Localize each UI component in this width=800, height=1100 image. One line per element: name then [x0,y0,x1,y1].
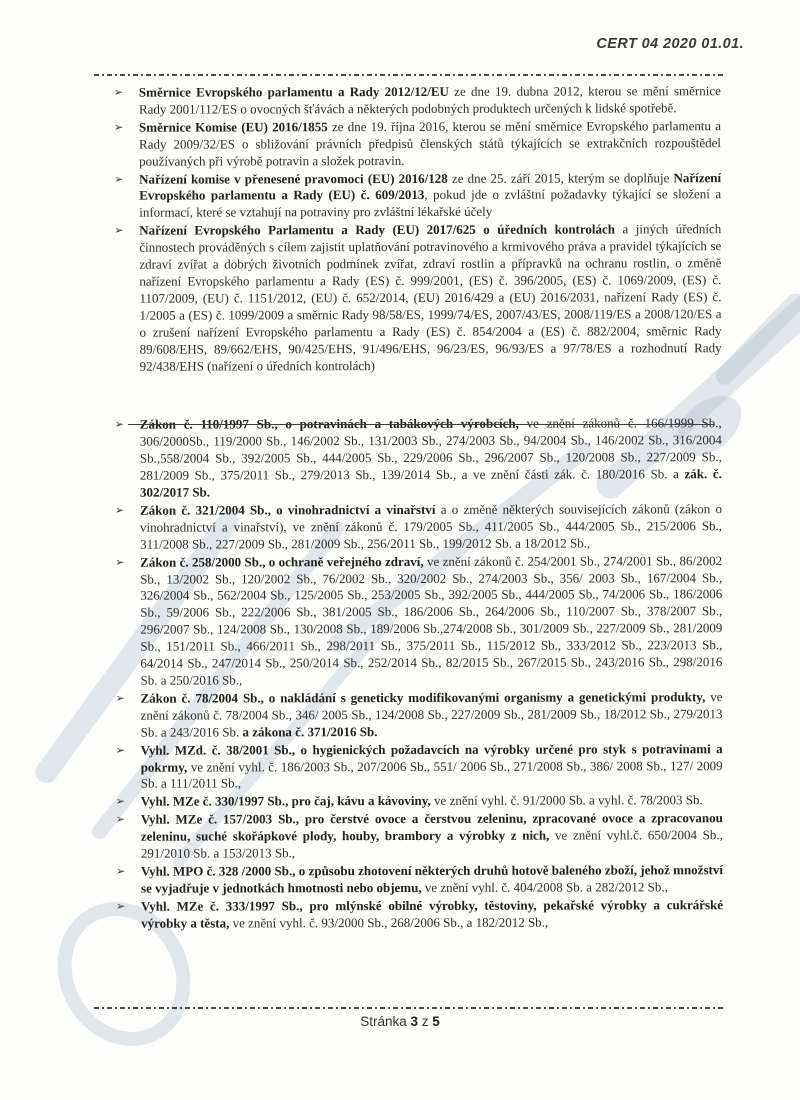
arrow-bullet-icon: ➢ [115,795,126,809]
law-list-item [115,740,723,793]
page-number-label [0,1014,800,1029]
text-run: Zákon č. 258/2000 Sb., o ochraně veřejného zdraví, [140,553,424,570]
text-run: z [418,1014,433,1029]
text-run: a o změně některých souvisejících zákonů (zákon o vinohradnictví a vinařství), ve znění zákonů č. 179/2005 Sb., 411/2005 Sb., 444/2005 Sb., 215/2006 Sb., 311/2008 Sb., 227/2009 Sb., 281/2009 Sb., 256/2011 Sb., 199/2012 Sb. a 18/2012 Sb., [140,501,723,552]
document-body [0,83,800,934]
arrow-bullet-icon: ➢ [114,418,125,432]
arrow-bullet-icon: ➢ [115,691,125,705]
law-list-item [113,83,721,118]
text-run: zák. č. 302/2017 Sb. [139,466,722,500]
law-list-item [114,501,723,553]
arrow-bullet-icon: ➢ [114,172,124,186]
text-run: Vyhl. MZd. č. 38/2001 Sb., o hygienických požadavcích na výrobky určené pro styk s potravinami a pokrmy, [140,740,723,775]
text-run: Směrnice Komise (EU) 2016/1855 [138,119,328,135]
text-run: Vyhl. MPO č. 328 /2000 Sb., o způsobu zhotovení některých druhů hotově baleného zboží, jehož množství se vyjadřuje v jednotkách hmotnosti nebo objemu, [140,862,723,896]
law-list-item [115,689,723,741]
text-run: ve znění zákonů č. 254/2001 Sb., 274/2001 Sb., 86/2002 Sb., 13/2002 Sb., 120/2002 Sb., 76/2002 Sb., 320/2002 Sb., 274/2003 Sb., 356/ 2003 Sb., 167/2004 Sb., 326/2004 Sb., 562/2004 Sb., 125/2005 Sb., 253/2005 Sb., 392/2005 Sb., 444/2005 Sb., 74/2006 Sb., 186/2006 Sb., 59/2006 Sb., 222/2006 Sb., 381/2005 Sb., 186/2006 Sb., 264/2006 Sb., 110/2007 Sb., 378/2007 Sb., 296/2007 Sb., 124/2008 Sb., 130/2008 Sb., 189/2006 Sb.,274/2008 Sb., 301/2009 Sb., 227/2009 Sb., 281/2009 Sb., 151/2011 Sb., 466/2011 Sb., 298/2011 Sb., 375/2011 Sb., 115/2012 Sb., 333/2012 Sb., 223/2013 Sb., 64/2014 Sb., 247/2014 Sb., 250/2014 Sb., 252/2014 Sb., 82/2015 Sb., 267/2015 Sb., 243/2016 Sb., 298/2016 Sb. a 250/2016 Sb., [140,552,723,688]
text-run: 5 [432,1014,440,1029]
arrow-bullet-icon: ➢ [115,555,125,569]
law-list-item [115,792,723,810]
arrow-bullet-icon: ➢ [114,503,125,517]
text-run: ve znění zákonů č. 166/1999 Sb., 306/2000Sb., 119/2000 Sb., 146/2002 Sb., 131/2003 Sb., 274/2003 Sb., 94/2004 Sb., 146/2002 Sb., 316/2004 Sb.,558/2004 Sb., 392/2005 Sb., 444/2005 Sb., 229/2006 Sb., 296/2007 Sb., 120/2008 Sb., 227/2009 Sb., 281/2009 Sb., 375/2011 Sb., 279/2013 Sb., 139/2014 Sb., a ve znění části zák. č. 180/2016 Sb. a [139,415,722,483]
text-run: , pokud jde o zvláštní požadavky týkající se složení a informací, které se vztahují na potraviny pro zvláštní lékařské účely [139,186,722,221]
arrow-bullet-icon: ➢ [115,812,126,826]
eu-legislation-list [0,83,800,375]
text-run: ze dne 19. dubna 2012, kterou se mění směrnice Rady 2001/112/ES o ovocných šťávách a některých podobných produktech určených k lidské spotřebě. [138,83,721,117]
text-run: ze dne 25. září 2015, kterým se doplňuje [447,169,674,186]
arrow-bullet-icon: ➢ [115,743,125,757]
text-run: a zákona č. 371/2016 Sb. [242,723,378,740]
law-list-item [114,169,722,222]
text-run: Směrnice Evropského parlamentu a Rady 2012/12/EU [138,83,449,100]
text-run: Nařízení komise v přenesené pravomoci (EU) 2016/128 [139,170,448,187]
law-list-item [113,117,722,170]
law-list-item [114,415,722,502]
text-run: Zákon č. 110/1997 Sb., o potravinách a tabákových výrobcích, [139,416,519,433]
arrow-bullet-icon: ➢ [113,85,124,99]
national-legislation-list [0,415,800,932]
arrow-bullet-icon: ➢ [114,223,124,237]
text-run: Stránka [360,1014,411,1029]
law-list-item [115,552,723,690]
text-run: ve znění vyhl. č. 404/2008 Sb. a 282/2012 Sb., [421,879,668,895]
text-run: ve znění zákonů č. 78/2004 Sb., 346/ 2005 Sb., 124/2008 Sb., 227/2009 Sb., 281/2009 Sb., 18/2012 Sb., 279/2013 Sb. a 243/2016 Sb. [140,689,723,740]
text-run: ve znění vyhl. č. 91/2000 Sb. a vyhl. č. 78/2003 Sb. [430,792,703,809]
text-run: Zákon č. 78/2004 Sb., o nakládání s geneticky modifikovanými organismy a genetickými produkty, [140,689,706,706]
arrow-bullet-icon: ➢ [115,864,126,878]
text-run: Nařízení Evropského Parlamentu a Rady (EU) 2017/625 o úředních kontrolách [139,221,616,238]
arrow-bullet-icon: ➢ [113,120,124,134]
law-list-item [115,810,723,862]
text-run: ve znění vyhl. č. 93/2000 Sb., 268/2006 Sb., a 182/2012 Sb., [229,914,549,931]
arrow-bullet-icon: ➢ [116,899,126,913]
text-run: 3 [410,1014,418,1029]
document-code: CERT 04 2020 01.01. [596,36,744,52]
text-run: Nařízení Evropského parlamentu a Rady (EU) č. 609/2013 [139,169,722,204]
section-gap [0,388,800,417]
text-run: Vyhl. MZe č. 330/1997 Sb., pro čaj, kávu a kávoviny, [140,793,431,810]
text-run: Zákon č. 321/2004 Sb., o vinohradnictví a vinařství [139,501,436,518]
text-run: Vyhl. MZe č. 333/1997 Sb., pro mlýnské obilné výrobky, těstoviny, pekařské výrobky a cukrářské výrobky a těsta, [141,896,724,931]
text-run: ze dne 19. října 2016, kterou se mění směrnice Evropského parlamentu a Rady 2009/32/ES o sbližování právních předpisů členských států týkajících se extrakčních rozpouštědel používaných při výrobě potravin a složek potravin. [139,117,722,169]
law-list-item [115,862,723,897]
law-list-item [114,221,722,375]
section-divider-rule [128,424,714,425]
top-rule [94,74,726,76]
text-run: ve znění vyhl. č. 186/2003 Sb., 207/2006 Sb., 551/ 2006 Sb., 271/2008 Sb., 386/ 2008 Sb., 127/ 2009 Sb. a 111/2011 Sb., [140,757,723,792]
footer-rule [94,1007,726,1009]
text-run: ve znění vyhl.č. 650/2004 Sb., 291/2010 Sb. a 153/2013 Sb., [140,827,723,861]
text-run: Vyhl. MZe č. 157/2003 Sb., pro čerstvé ovoce a čerstvou zeleninu, zpracované ovoce a zpracovanou zeleninu, suché skořápkové plody, houby, brambory a výrobky z nich, [140,810,723,844]
law-list-item [116,896,724,932]
text-run: a jiných úředních činnostech prováděných s cílem zajistit uplatňování potravinového a krmivového práva a pravidel týkajících se zdraví zvířat a dobrých životních podmínek zvířat, zdraví rostlin a přípravků na ochranu rostlin, o změně nařízení Evropského parlamentu a Rady (ES) č. 999/2001, (ES) č. 396/2005, (ES) č. 1069/2009, (ES) č. 1107/2009, (EU) č. 1151/2012, (EU) č. 652/2014, (EU) 2016/429 a (EU) 2016/2031, nařízení Rady (ES) č. 1/2005 a (ES) č. 1099/2009 a směrnic Rady 98/58/ES, 1999/74/ES, 2007/43/ES, 2008/119/ES a 2008/120/ES a o zrušení nařízení Evropského parlamentu a Rady (ES) č. 854/2004 a (ES) č. 882/2004, směrnic Rady 89/608/EHS, 89/662/EHS, 90/425/EHS, 91/496/EHS, 96/23/ES, 96/93/ES a 97/78/ES a rozhodnutí Rady 92/438/EHS (nařízení o úředních kontrolách) [139,221,722,374]
